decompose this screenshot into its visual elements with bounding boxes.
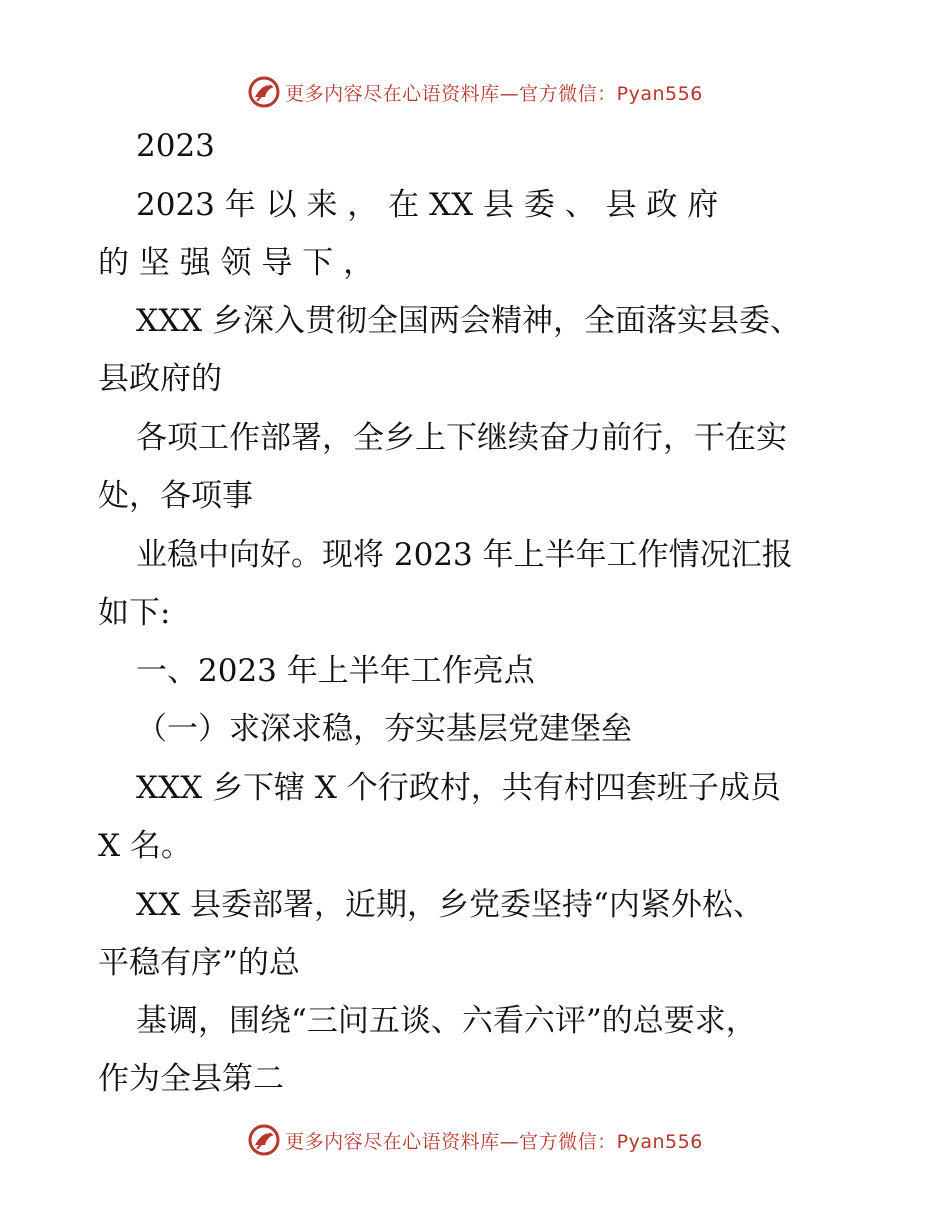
subsection-heading: （一）求深求稳，夯实基层党建堡垒	[136, 711, 632, 747]
text-line: XX 县委部署，近期，乡党委坚持“内紧外松、	[136, 887, 764, 923]
text-line: X 名。	[98, 828, 192, 864]
text-line: 2023 年 以 来 ， 在 XX 县 委 、 县 政 府	[136, 187, 719, 223]
text-line: 业稳中向好。现将 2023 年上半年工作情况汇报	[136, 537, 793, 573]
text-line: 县政府的	[98, 361, 222, 397]
banner-title: 更多内容尽在心语资料库	[285, 82, 500, 105]
text-line: 的 坚 强 领 导 下 ，	[98, 245, 375, 281]
text-line: 各项工作部署，全乡上下继续奋力前行，干在实	[136, 420, 787, 456]
footer-banner	[0, 1120, 950, 1160]
text-line: 处，各项事	[98, 478, 253, 514]
text-line: XXX 乡下辖 X 个行政村，共有村四套班子成员	[136, 770, 781, 806]
banner-wechat: 官方微信：Pyan556	[519, 82, 703, 105]
banner-dash: —	[499, 82, 520, 105]
banner-title: 更多内容尽在心语资料库	[285, 1130, 500, 1153]
text-line: 2023	[136, 128, 215, 164]
text-line: 作为全县第二	[98, 1061, 284, 1097]
text-line: 如下:	[98, 595, 171, 631]
banner-wechat: 官方微信：Pyan556	[519, 1130, 703, 1153]
text-line: 基调，围绕“三问五谈、六看六评”的总要求，	[136, 1003, 757, 1039]
text-line: 平稳有序”的总	[98, 945, 300, 981]
banner-dash: —	[499, 1130, 520, 1153]
text-line: XXX 乡深入贯彻全国两会精神，全面落实县委、	[136, 303, 802, 339]
logo-icon	[247, 1123, 281, 1157]
footer-banner-text	[285, 1127, 703, 1154]
section-heading: 一、2023 年上半年工作亮点	[136, 653, 535, 689]
